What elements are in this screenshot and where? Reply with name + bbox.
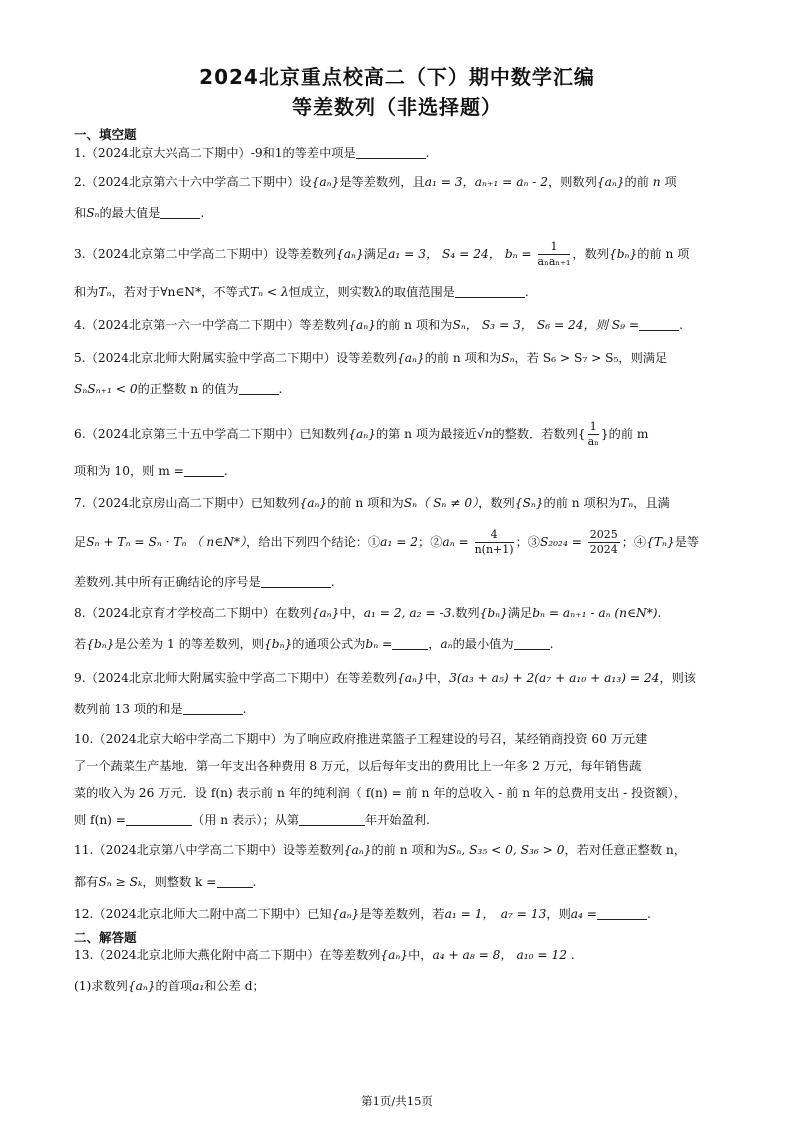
page-footer: 第1页/共15页	[361, 1094, 433, 1108]
question-11-cont: 都有Sₙ ≥ Sₖ，则整数 k = .	[74, 875, 257, 889]
question-4: 4.（2024北京第一六一中学高二下期中）等差数列{aₙ}的前 n 项和为Sₙ， S₃ = 3， S₆ = 24，则 S₉ = .	[74, 318, 683, 332]
question-7: 7.（2024北京房山高二下期中）已知数列{aₙ}的前 n 项和为Sₙ（ Sₙ ≠ 0），数列{Sₙ}的前 n 项积为Tₙ，且满	[74, 496, 670, 510]
fraction: $\frac{1}{\text{aₙaₙ₊₁}}$	[537, 240, 571, 268]
question-9-cont: 数列前 13 项的和是 .	[74, 702, 247, 716]
question-8-cont: 若{bₙ}是公差为 1 的等差数列，则{bₙ}的通项公式为bₙ = ，aₙ的最小值为 .	[74, 637, 554, 651]
question-12: 12.（2024北京北师大二附中高二下期中）已知{aₙ}是等差数列，若a₁ = 1， a₇ = 13，则a₄ = .	[74, 907, 651, 921]
document-subtitle: 等差数列（非选择题）	[292, 95, 502, 119]
question-2-cont: 和Sₙ的最大值是 .	[74, 206, 205, 220]
question-7-cont: 差数列.其中所有正确结论的序号是 .	[74, 575, 335, 589]
question-5-cont: SₙSₙ₊₁ < 0的正整数 n 的值为 .	[74, 382, 283, 396]
question-1: 1.（2024北京大兴高二下期中）-9和1的等差中项是 .	[74, 146, 430, 160]
question-13-part-1: (1)求数列{aₙ}的首项a₁和公差 d；	[74, 979, 265, 993]
question-10-cont3: 则 f(n) = （用 n 表示）；从第 年开始盈利.	[74, 813, 430, 827]
fraction: $\frac{1}{\text{aₙ}}$	[587, 420, 599, 448]
question-6-cont: 项和为 10，则 m = .	[74, 464, 228, 478]
question-6: 6.（2024北京第三十五中学高二下期中）已知数列{aₙ}的第 n 项为最接近√n的整数．若数列{ $\frac{1}{\text{aₙ}}$ }的前 m	[74, 420, 649, 448]
question-5: 5.（2024北京北师大附属实验中学高二下期中）设等差数列{aₙ}的前 n 项和为Sₙ，若 S₆ > S₇ > S₅，则满足	[74, 351, 668, 365]
section-heading-fill-blank: 一、填空题	[74, 127, 137, 142]
section-heading-answer: 二、解答题	[74, 930, 137, 945]
question-11: 11.（2024北京第八中学高二下期中）设等差数列{aₙ}的前 n 项和为Sₙ, S₃₅ < 0, S₃₆ > 0，若对任意正整数 n，	[74, 843, 686, 857]
question-10: 10.（2024北京大峪中学高二下期中）为了响应政府推进菜篮子工程建设的号召，某经销商投资 60 万元建	[74, 732, 648, 746]
question-10-cont2: 菜的收入为 26 万元．设 f(n) 表示前 n 年的纯利润（ f(n) = 前 n 年的总收入 - 前 n 年的总费用支出 - 投资额），	[74, 786, 686, 800]
question-9: 9.（2024北京北师大附属实验中学高二下期中）在等差数列{aₙ}中，3(a₃ + a₅) + 2(a₇ + a₁₀ + a₁₃) = 24，则该	[74, 671, 696, 685]
question-7-conditions: 足Sₙ + Tₙ = Sₙ · Tₙ （ n∈N*），给出下列四个结论：①a₁ = 2；②aₙ = $\frac{4}{n(n+1)}$ ；③S₂₀₂₄ = $\frac{2025}{2024}$ ；④{Tₙ}是等	[74, 528, 700, 556]
question-3: 3.（2024北京第二中学高二下期中）设等差数列{aₙ}满足a₁ = 3， S₄ = 24， bₙ = $\frac{1}{\text{aₙaₙ₊₁}}$ ，数列{bₙ}的前 n 项	[74, 240, 690, 268]
question-3-cont: 和为Tₙ，若对于∀n∈N*，不等式Tₙ < λ恒成立，则实数λ的取值范围是 .	[74, 285, 529, 299]
question-10-cont1: 了一个蔬菜生产基地．第一年支出各种费用 8 万元，以后每年支出的费用比上一年多 2 万元，每年销售蔬	[74, 759, 642, 773]
fraction: $\frac{4}{n(n+1)}$	[474, 528, 514, 556]
question-13: 13.（2024北京北师大燕化附中高二下期中）在等差数列{aₙ}中，a₄ + a₈ = 8， a₁₀ = 12 .	[74, 948, 575, 962]
question-8: 8.（2024北京育才学校高二下期中）在数列{aₙ}中，a₁ = 2, a₂ = -3.数列{bₙ}满足bₙ = aₙ₊₁ - aₙ (n∈N*).	[74, 606, 662, 620]
fraction: $\frac{2025}{2024}$	[589, 528, 618, 556]
question-2: 2.（2024北京第六十六中学高二下期中）设{aₙ}是等差数列，且a₁ = 3，aₙ₊₁ = aₙ - 2，则数列{aₙ}的前 n 项	[74, 175, 677, 189]
document-title: 2024北京重点校高二（下）期中数学汇编	[199, 65, 595, 89]
